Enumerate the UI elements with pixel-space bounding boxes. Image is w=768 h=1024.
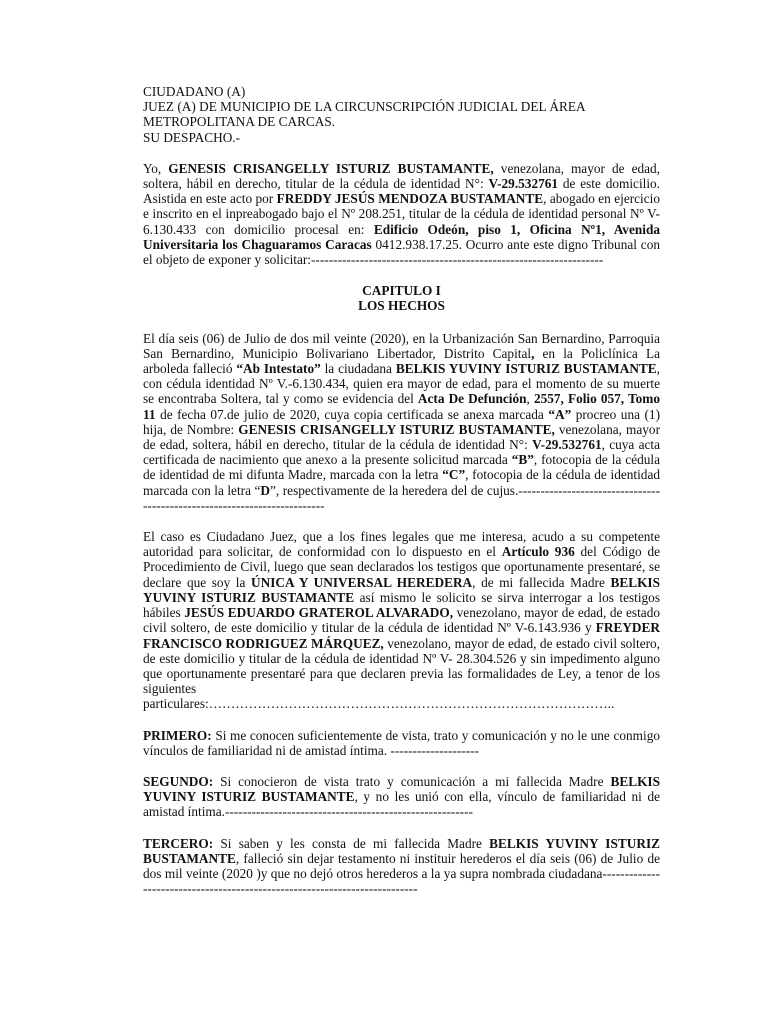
hechos-text: la ciudadana — [320, 361, 396, 377]
tercero-text: Si saben y les consta de mi fallecida Madre — [213, 835, 490, 851]
caso-text: , de mi fallecida Madre — [472, 574, 611, 590]
hechos-text: , — [526, 391, 534, 407]
intro-bold: GENESIS CRISANGELLY ISTURIZ BUSTAMANTE, — [168, 160, 494, 176]
intro-bold: V-29.532761 — [488, 176, 559, 192]
hechos-text: , con cédula identidad Nº V.-6.130.434, quien era mayor de edad, para el momento de su muerte se encontraba Soltera, tal y como se evidencia del — [143, 361, 660, 407]
hechos-bold: Acta De Defunción — [417, 391, 527, 407]
chapter-title: CAPITULO I — [362, 283, 441, 299]
primero-paragraph — [143, 728, 660, 758]
hechos-text: venezolana, mayor de edad, soltera, hábil en derecho, titular de la cédula de identidad N°: — [143, 421, 660, 453]
header-line-4: SU DESPACHO.- — [143, 129, 241, 145]
intro-text: 0412.938.17.25. Ocurro ante este digno Tribunal con el objeto de exponer y solicitar:------------------------------------------------------------------ — [143, 236, 660, 268]
tercero-text: , falleció sin dejar testamento ni instituir herederos el día seis (06) de Julio de dos mil veinte (2020 )y que no dejó otros herederos a la ya supra nombrada ciudadana--------------------------------------------------------------------------- — [143, 850, 660, 897]
caso-bold: JESÚS EDUARDO GRATEROL ALVARADO, — [184, 605, 454, 621]
hechos-bold: D — [260, 482, 271, 498]
header-line-2: JUEZ (A) DE MUNICIPIO DE LA CIRCUNSCRIPCIÓN JUDICIAL DEL ÁREA — [143, 99, 586, 115]
header-line-3: METROPOLITANA DE CARCAS. — [143, 114, 336, 130]
intro-bold: Edificio Odeón, piso 1, Oficina Nº1, Avenida Universitaria los Chaguaramos Caracas — [143, 221, 660, 252]
hechos-bold: V-29.532761 — [532, 437, 602, 453]
intro-text: venezolana, mayor de edad, soltera, hábil en derecho, titular de la cédula de identidad N°: — [143, 160, 660, 192]
hechos-bold: 2557, Folio 057, Tomo 11 — [143, 391, 660, 422]
hechos-bold: BELKIS YUVINY ISTURIZ BUSTAMANTE — [395, 361, 657, 377]
tercero-label: TERCERO: — [143, 835, 214, 851]
hechos-text: en la Policlínica La arboleda falleció — [143, 345, 660, 377]
intro-paragraph — [143, 161, 660, 267]
hechos-paragraph — [143, 331, 660, 513]
hechos-text: procreo una (1) hija, de Nombre: — [143, 406, 660, 437]
intro-text: , abogado en ejercicio e inscrito en el inpreabogado bajo el Nº 208.251, titular de la cédula de identidad personal Nº V-6.130.433 con domicilio procesal en: — [143, 191, 660, 237]
hechos-bold: , — [531, 345, 535, 361]
segundo-text: Si conocieron de vista trato y comunicación a mi fallecida Madre — [213, 773, 611, 789]
hechos-bold: “A” — [548, 406, 572, 422]
caso-bold: FREYDER FRANCISCO RODRIGUEZ MÁRQUEZ, — [143, 620, 660, 651]
hechos-text: , cuya acta certificada de nacimiento que anexo a la presente solicitud marcada — [143, 437, 660, 468]
intro-text: de este domicilio. Asistida en este acto por — [143, 176, 660, 207]
hechos-text: de fecha 07.de julio de 2020, cuya copia certificada se anexa marcada — [155, 406, 549, 422]
header-line-1: CIUDADANO (A) — [143, 84, 246, 99]
tercero-paragraph — [143, 836, 660, 897]
tercero-bold: BELKIS YUVINY ISTURIZ BUSTAMANTE — [143, 835, 660, 866]
intro-text: Yo, — [143, 160, 169, 176]
caso-text: del Código de Procedimiento de Civil, luego que sean declarados los testigos que oportunamente presentaré, se declare que soy la — [143, 544, 660, 590]
addressee-header — [143, 84, 660, 145]
hechos-text: , fotocopia de la cédula de identidad marcada con la letra “ — [143, 467, 660, 498]
caso-text: venezolano, mayor de edad, de estado civil soltero, de este domicilio y titular de la cédula de identidad Nº V-6.143.936 y — [143, 605, 660, 636]
chapter-heading — [143, 283, 660, 313]
primero-label: PRIMERO: — [143, 727, 212, 743]
caso-bold: ÚNICA Y UNIVERSAL HEREDERA — [250, 574, 473, 590]
segundo-label: SEGUNDO: — [143, 773, 214, 789]
segundo-text: , y no les unió con ella, vínculo de familiaridad ni de amistad íntima.-------------------------------------------------------- — [143, 789, 660, 820]
intro-bold: FREDDY JESÚS MENDOZA BUSTAMANTE — [276, 191, 544, 207]
caso-bold: BELKIS YUVINY ISTURIZ BUSTAMANTE — [143, 574, 660, 605]
hechos-text: , fotocopia de la cédula de identidad de mi difunta Madre, marcada con la letra — [143, 452, 660, 483]
primero-text: Si me conocen suficientemente de vista, trato y comunicación y no le une conmigo vínculos de familiaridad ni de amistad íntima. -------------------- — [143, 727, 660, 758]
caso-bold: Artículo 936 — [501, 544, 575, 560]
caso-text: venezolano, mayor de edad, de estado civil soltero, de este domicilio y titular de la cédula de identidad Nº V- 28.304.526 y sin impedimento alguno que oportunamente presentaré para que declaren previa las formalidades de Ley, a tenor de los siguientes particulares:……………………………………………………………………………….. — [143, 635, 661, 712]
hechos-bold: GENESIS CRISANGELLY ISTURIZ BUSTAMANTE, — [238, 421, 555, 437]
chapter-subtitle: LOS HECHOS — [358, 298, 445, 314]
caso-text: así mismo le solicito se sirva interrogar a los testigos hábiles — [143, 589, 661, 621]
hechos-text: El día seis (06) de Julio de dos mil veinte (2020), en la Urbanización San Bernardino, Parroquia San Bernardino, Municipio Bolivariano Libertador, Distrito Capital — [143, 330, 660, 361]
caso-text: El caso es Ciudadano Juez, que a los fines legales que me interesa, acudo a su competente autoridad para solicitar, de conformidad con lo dispuesto en el — [143, 529, 660, 560]
hechos-bold: “C” — [442, 467, 466, 483]
hechos-text: ”, respectivamente de la heredera del de cujus.------------------------------------------------------------------------- — [143, 482, 661, 513]
hechos-bold: “B” — [511, 452, 534, 468]
segundo-paragraph — [143, 774, 660, 820]
hechos-bold: “Ab Intestato” — [236, 361, 321, 377]
segundo-bold: BELKIS YUVINY ISTURIZ BUSTAMANTE — [143, 773, 660, 805]
caso-paragraph — [143, 529, 660, 711]
